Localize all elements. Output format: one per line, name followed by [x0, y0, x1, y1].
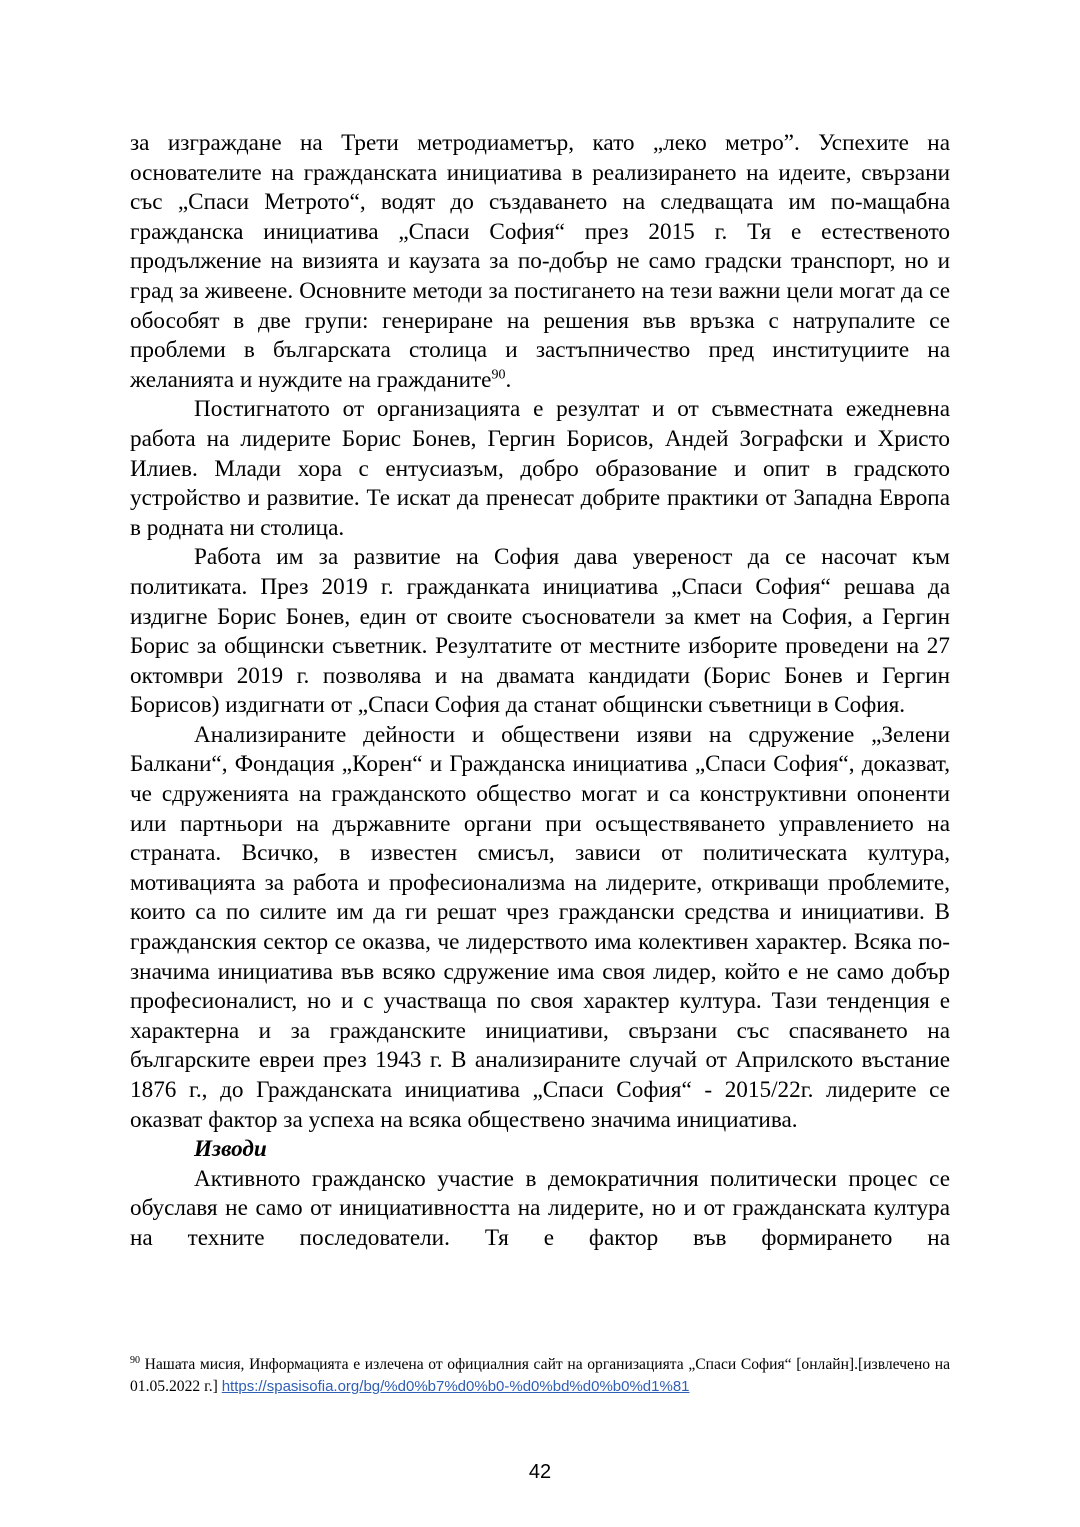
- footnote-number: 90: [130, 1354, 140, 1366]
- footnote-reference[interactable]: 90: [491, 367, 506, 383]
- section-heading: Изводи: [194, 1136, 267, 1163]
- paragraph-1: за изграждане на Трети метродиаметър, като „леко метро”. Успехите на основателите на гражданската инициатива в реализирането на идеите, свързани със „Спаси Метрото“, водят до създаването на следващата им по-мащабна гражданска инициатива „Спаси София“ през 2015 г. Тя е естественото продължение на визията и каузата за по-добър не само градски транспорт, но и град за живеене. Основните методи за постигането на тези важни цели могат да се обособят в две групи: генериране на решения във връзка с натрупалите се проблеми в българската столица и застъпничество пред институциите на желанията и нуждите на гражданите$^{90}$.: [130, 130, 950, 393]
- page-number: 42: [528, 1461, 552, 1483]
- section-paragraph: Активното гражданско участие в демократичния политически процес се обуславя не само от инициативността на лидерите, но и от гражданската култура на техните последователи. Тя е фактор във формирането на: [130, 1165, 950, 1251]
- paragraph-3: Работа им за развитие на София дава увереност да се насочат към политиката. През 2019 г. гражданката инициатива „Спаси София“ решава да издигне Борис Бонев, един от своите съоснователи за кмет на София, а Гергин Борис за общински съветник. Резултатите от местните изборите проведени на 27 октомври 2019 г. позволява и на двамата кандидати (Борис Бонев и Гергин Борисов) издигнати от „Спаси София да станат общински съветници в София.: [130, 544, 950, 719]
- paragraph-4: Анализираните дейности и обществени изяви на сдружение „Зелени Балкани“, Фондация „Корен“ и Гражданска инициатива „Спаси София“, доказват, че сдруженията на гражданското общество могат и са конструктивни опоненти или партньори на държавните органи при осъществяването управлението на страната. Всичко, в известен смисъл, зависи от политическата култура, мотивацията за работа и професионализма на лидерите, откриващи проблемите, които са по силите им да ги решат чрез граждански средства и инициативи. В гражданския сектор се оказва, че лидерството има колективен характер. Всяка по-значима инициатива във всяко сдружение има своя лидер, който е не само добър професионалист, но и с участваща по своя характер култура. Тази тенденция е характерна и за гражданските инициативи, свързани със спасяването на българските евреи през 1943 г. В анализираните случай от Априлското въстание 1876 г., до Гражданската инициатива „Спаси София“ - 2015/22г. лидерите се оказват фактор за успеха на всяка обществено значима инициатива.: [130, 721, 950, 1133]
- footnote: [130, 1354, 950, 1398]
- footnote-link[interactable]: https://spasisofia.org/bg/%d0%b7%d0%b0-%d0%bd%d0%b0%d1%81: [221, 1378, 690, 1395]
- footnote-text: Нашата мисия, Информацията е излечена от официалния сайт на организацията „Спаси София“ [онлайн].[извлечено на 01.05.2022 г.]: [130, 1356, 950, 1395]
- paragraph-1-text: за изграждане на Трети метродиаметър, като „леко метро”. Успехите на основателите на гражданската инициатива в реализирането на идеите, свързани със „Спаси Метрото“, водят до създаването на следващата им по-мащабна гражданска инициатива „Спаси София“ през 2015 г. Тя е естественото продължение на визията и каузата за по-добър не само градски транспорт, но и град за живеене. Основните методи за постигането на тези важни цели могат да се обособят в две групи: генериране на решения във връзка с натрупалите се проблеми в българската столица и застъпничество пред институциите на желанията и нуждите на гражданите: [130, 130, 950, 393]
- paragraph-2: Постигнатото от организацията е резултат и от съвместната ежедневна работа на лидерите Борис Бонев, Гергин Борисов, Андей Зографски и Христо Илиев. Млади хора с ентусиазъм, добро образование и опит в градското устройство и развитие. Те искат да пренесат добрите практики от Западна Европа в родната ни столица.: [130, 396, 950, 541]
- body-text: [130, 129, 950, 1254]
